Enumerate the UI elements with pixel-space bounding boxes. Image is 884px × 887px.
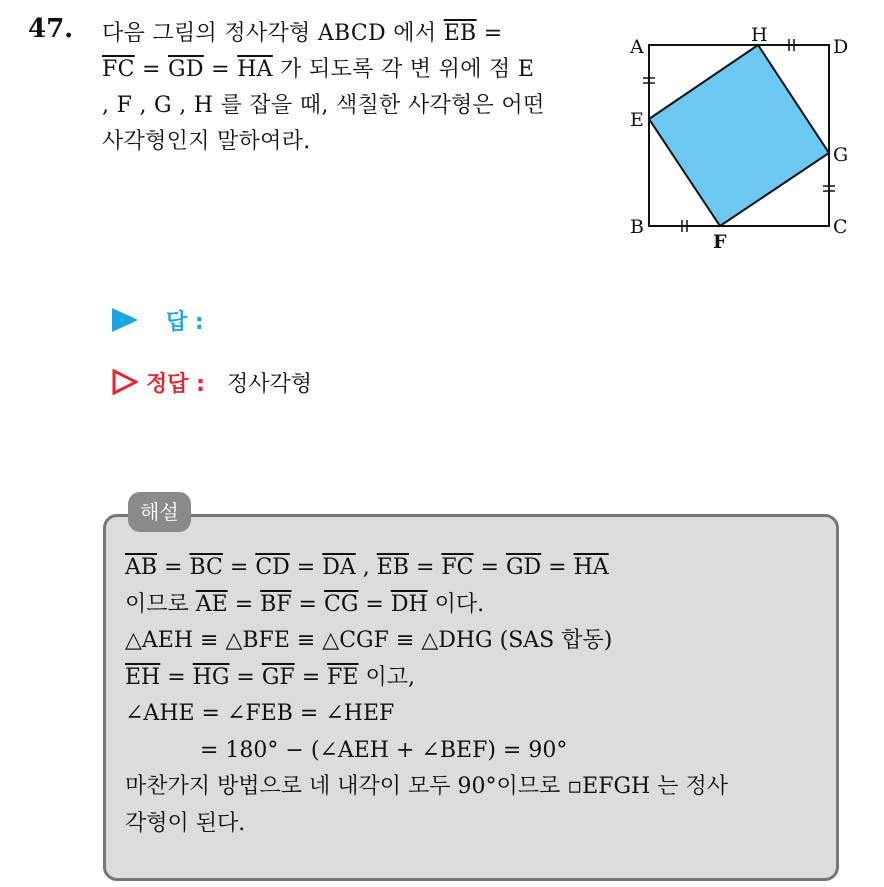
label-f: F: [713, 231, 727, 253]
label-a: A: [630, 36, 644, 58]
label-d: D: [833, 36, 849, 58]
answer-row: [112, 302, 204, 338]
correct-answer-row: [112, 364, 312, 400]
explanation-line-1: $\overline{AB} = \overline{BC} = \overline{CD} = \overline{DA}$ , $\overline{EB} = \overline{FC} = \overline{GD} = \overline{HA}$: [125, 555, 609, 580]
explanation-tab: 해설: [128, 492, 191, 532]
explanation-line-6: = 180° − (∠AEH + ∠BEF) = 90°: [200, 737, 568, 763]
explanation-text: [125, 550, 728, 842]
square-figure: [622, 18, 862, 258]
question-line-1: 다음 그림의 정사각형 ABCD 에서 $\overline{EB}$ =: [102, 21, 503, 46]
explanation-line-2: 이므로 $\overline{AE} = \overline{BF} = \overline{CG} = \overline{DH}$ 이다.: [125, 591, 485, 617]
explanation-line-4: $\overline{EH} = \overline{HG} = \overline{GF} = \overline{FE}$ 이고,: [125, 664, 415, 690]
label-h: H: [751, 24, 768, 46]
segment-gd: $\overline{GD}$: [168, 57, 204, 82]
explanation-line-3: △AEH ≡ △BFE ≡ △CGF ≡ △DHG (SAS 합동): [125, 628, 613, 653]
label-e: E: [630, 109, 644, 131]
label-b: B: [630, 216, 644, 238]
square-diagram: [622, 18, 862, 258]
answer-label: 답 :: [166, 309, 204, 335]
explanation-line-5: ∠AHE = ∠FEB = ∠HEF: [125, 701, 395, 726]
segment-ha: $\overline{HA}$: [237, 57, 273, 82]
label-g: G: [833, 144, 849, 166]
correct-answer-label: 정답 :: [146, 371, 205, 397]
segment-eb: $\overline{EB}$: [443, 21, 477, 46]
explanation-line-7: 마찬가지 방법으로 네 내각이 모두 90°이므로 ▫EFGH 는 정사: [125, 774, 728, 799]
play-triangle-icon: [112, 308, 138, 332]
inner-square-efgh: [649, 45, 829, 226]
explanation-line-8: 각형이 된다.: [125, 810, 246, 836]
outline-triangle-icon: [112, 369, 138, 395]
question-line-4: 사각형인지 말하여라.: [102, 129, 311, 154]
segment-fc: $\overline{FC}$: [102, 57, 135, 82]
question-line-2: $\overline{FC} = \overline{GD} = \overline{HA}$ 가 되도록 각 변 위에 점 E: [102, 57, 535, 82]
question-text: [102, 16, 602, 160]
question-number: 47.: [28, 14, 74, 44]
label-c: C: [833, 216, 848, 238]
correct-answer-value: 정사각형: [226, 371, 312, 397]
question-line-3: , F , G , H 를 잡을 때, 색칠한 사각형은 어떤: [102, 93, 545, 118]
